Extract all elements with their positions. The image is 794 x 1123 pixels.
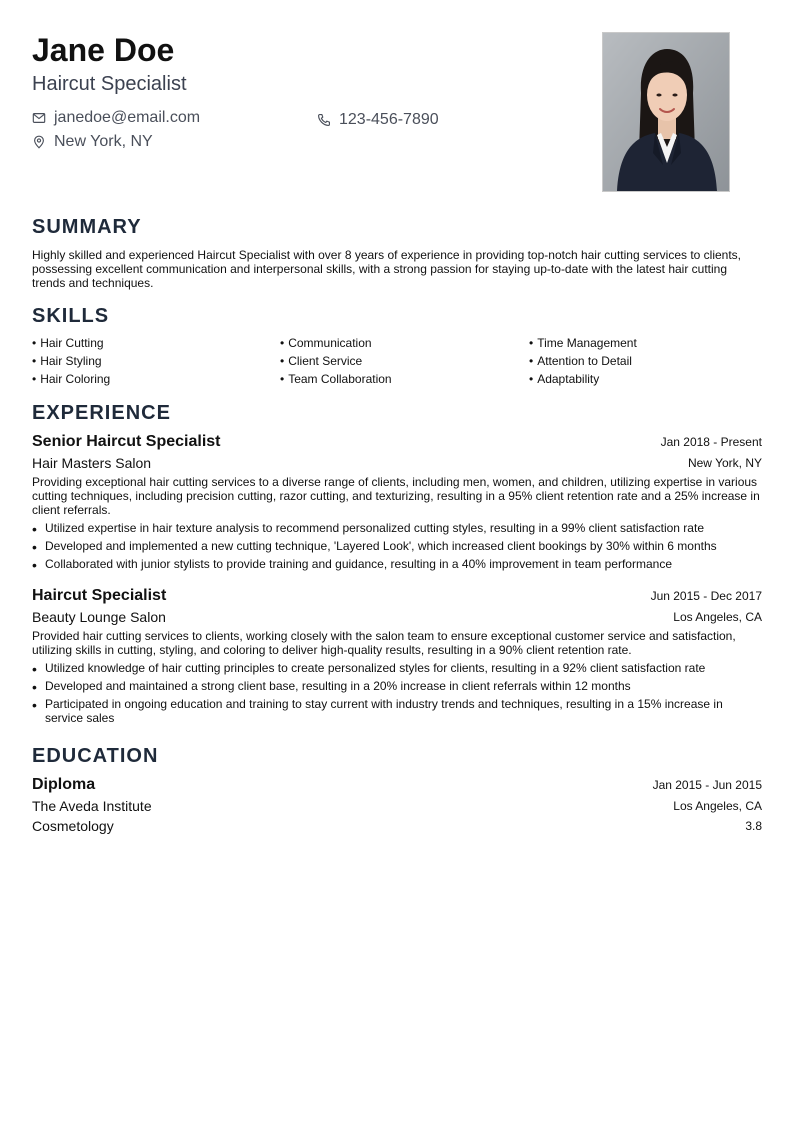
job-dates: Jun 2015 - Dec 2017 [650, 589, 762, 603]
email-text[interactable]: janedoe@email.com [54, 109, 201, 126]
education-dates: Jan 2015 - Jun 2015 [652, 778, 762, 792]
achievement-item: • Utilized expertise in hair texture analysis to recommend personalized cutting styles, resulting in a 99% client satisfaction rate [32, 521, 704, 537]
skill-item: • Hair Cutting [32, 336, 104, 350]
skill-item: • Time Management [529, 336, 637, 350]
phone-text[interactable]: 123-456-7890 [339, 111, 439, 128]
field-of-study: Cosmetology [32, 818, 114, 834]
job-title: Senior Haircut Specialist [32, 433, 221, 450]
profile-photo [602, 32, 730, 192]
location-text: New York, NY [54, 133, 153, 150]
summary-text: Highly skilled and experienced Haircut Specialist with over 8 years of experience in providing top-notch hair cutting services to clients, possessing excellent communication and interpersonal skills, with a strong passion for staying up-to-date with the latest hair cutting trends and techniques. [32, 248, 742, 290]
achievement-item: • Utilized knowledge of hair cutting principles to create personalized styles for clients, resulting in a 92% client satisfaction rate [32, 661, 706, 677]
education-heading: EDUCATION [32, 745, 159, 767]
mail-icon [32, 111, 46, 125]
skill-item: • Hair Coloring [32, 372, 111, 386]
contact-phone[interactable] [317, 110, 439, 130]
achievement-item: • Collaborated with junior stylists to provide training and guidance, resulting in a 40% improvement in team performance [32, 557, 672, 573]
contact-email[interactable] [32, 108, 200, 128]
phone-icon [317, 113, 331, 127]
experience-heading: EXPERIENCE [32, 402, 171, 424]
candidate-name: Jane Doe [32, 32, 175, 68]
job-location: Los Angeles, CA [673, 610, 762, 624]
contact-location [32, 132, 153, 152]
gpa: 3.8 [745, 819, 762, 833]
skills-heading: SKILLS [32, 305, 110, 327]
summary-heading: SUMMARY [32, 216, 142, 238]
candidate-title: Haircut Specialist [32, 73, 187, 95]
achievement-item: • Developed and implemented a new cutting technique, 'Layered Look', which increased client bookings by 30% within 6 months [32, 539, 717, 555]
skill-item: • Adaptability [529, 372, 600, 386]
skill-item: • Communication [280, 336, 372, 350]
achievement-item: • Developed and maintained a strong client base, resulting in a 20% increase in client referrals within 12 months [32, 679, 631, 695]
degree: Diploma [32, 776, 96, 793]
job-location: New York, NY [687, 456, 762, 470]
company-name: Beauty Lounge Salon [32, 609, 166, 625]
skill-item: • Attention to Detail [529, 354, 632, 368]
company-name: Hair Masters Salon [32, 455, 152, 471]
job-dates: Jan 2018 - Present [660, 435, 762, 449]
skill-item: • Hair Styling [32, 354, 102, 368]
job-title: Haircut Specialist [32, 587, 167, 604]
skill-item: • Team Collaboration [280, 372, 392, 386]
achievement-item: • Participated in ongoing education and training to stay current with industry trends and techniques, resulting in a 15% increase in service sales [32, 697, 723, 725]
job-description: Providing exceptional hair cutting services to a diverse range of clients, including men, women, and children, utilizing expertise in various cutting techniques, including precision cutting, razor cutting, and texturizing, resulting in a 95% client retention rate and a 25% increase in client referrals. [32, 475, 760, 517]
job-description: Provided hair cutting services to clients, working closely with the salon team to ensure exceptional customer service and satisfaction, utilizing skills in cutting, styling, and coloring to deliver high-quality results, resulting in a 90% client retention rate. [32, 629, 736, 657]
school-location: Los Angeles, CA [673, 799, 762, 813]
location-pin-icon [32, 135, 46, 149]
skill-item: • Client Service [280, 354, 363, 368]
school-name: The Aveda Institute [32, 798, 152, 814]
